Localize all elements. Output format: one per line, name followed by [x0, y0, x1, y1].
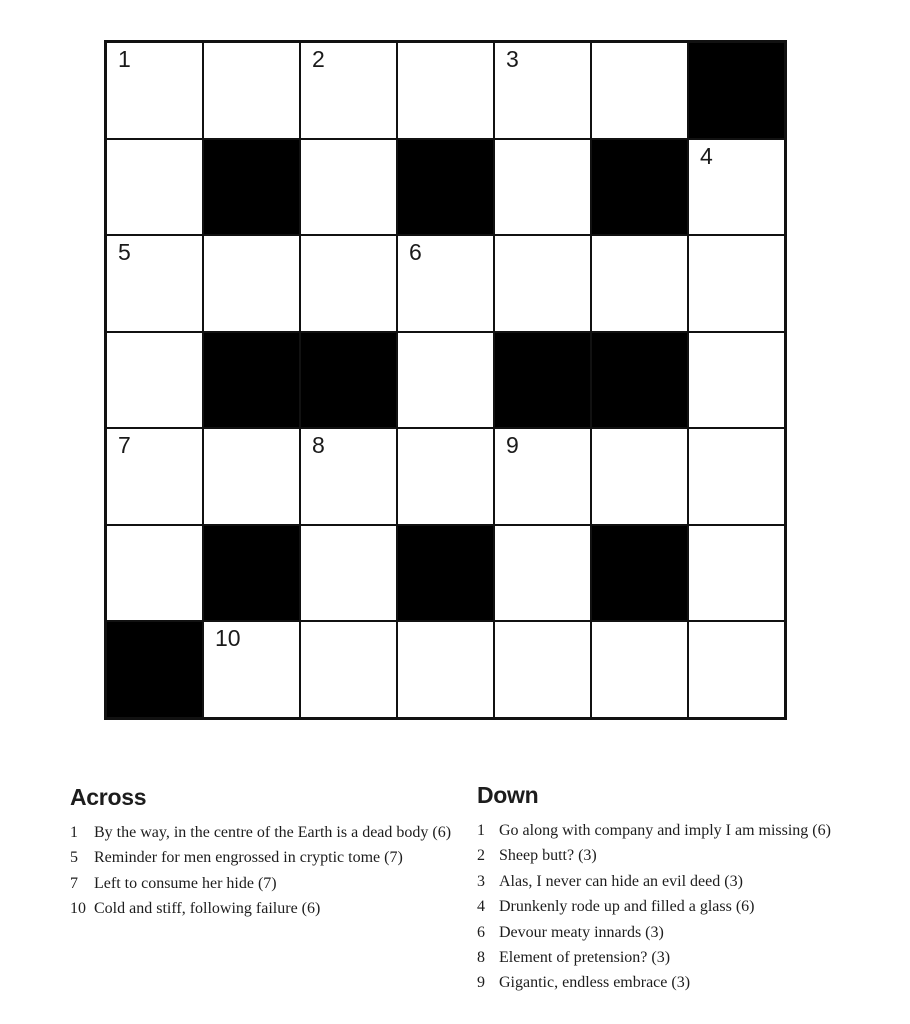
clue-text: Reminder for men engrossed in cryptic tome (7) [94, 849, 403, 867]
across-clue-item [70, 871, 451, 896]
white-cell[interactable] [494, 235, 591, 332]
clue-text: Alas, I never can hide an evil deed (3) [499, 872, 743, 890]
clue-text: Cold and stiff, following failure (6) [94, 900, 321, 918]
clue-number: 4 [477, 898, 485, 916]
white-cell[interactable] [203, 621, 300, 718]
white-cell[interactable] [494, 428, 591, 525]
clue-text: Element of pretension? (3) [499, 949, 671, 967]
across-clue-list [70, 820, 451, 922]
white-cell[interactable] [300, 621, 397, 718]
clue-number: 1 [70, 824, 78, 841]
white-cell[interactable] [300, 525, 397, 622]
clue-text: Go along with company and imply I am missing (6) [499, 822, 831, 839]
clue-text: Left to consume her hide (7) [94, 874, 277, 892]
black-cell [397, 525, 494, 622]
down-clue-item [477, 869, 831, 894]
white-cell[interactable] [591, 428, 688, 525]
cell-number: 3 [506, 46, 519, 72]
white-cell[interactable] [494, 525, 591, 622]
down-clue-item [477, 894, 831, 919]
cell-number: 8 [312, 432, 325, 458]
white-cell[interactable] [688, 139, 785, 236]
white-cell[interactable] [688, 332, 785, 429]
black-cell [300, 332, 397, 429]
black-cell [591, 332, 688, 429]
white-cell[interactable] [494, 139, 591, 236]
clue-number: 6 [477, 923, 485, 941]
across-clues-section [70, 784, 451, 922]
down-clues-section [477, 782, 831, 996]
cell-number: 2 [312, 46, 325, 72]
white-cell[interactable] [203, 42, 300, 139]
black-cell [203, 139, 300, 236]
white-cell[interactable] [591, 235, 688, 332]
white-cell[interactable] [300, 235, 397, 332]
clue-number: 3 [477, 872, 485, 890]
white-cell[interactable] [397, 621, 494, 718]
white-cell[interactable] [106, 42, 203, 139]
clue-number: 5 [70, 849, 78, 867]
down-clue-item [477, 843, 831, 868]
white-cell[interactable] [203, 428, 300, 525]
clue-text: Gigantic, endless embrace (3) [499, 974, 691, 992]
cell-number: 5 [118, 239, 131, 265]
down-clue-item [477, 920, 831, 945]
black-cell [591, 525, 688, 622]
white-cell[interactable] [591, 42, 688, 139]
cell-number: 9 [506, 432, 519, 458]
clue-text: Devour meaty innards (3) [499, 923, 664, 941]
clue-number: 8 [477, 949, 485, 967]
white-cell[interactable] [494, 621, 591, 718]
white-cell[interactable] [106, 139, 203, 236]
white-cell[interactable] [688, 235, 785, 332]
white-cell[interactable] [688, 621, 785, 718]
clue-number: 7 [70, 874, 78, 892]
white-cell[interactable] [591, 621, 688, 718]
cell-number: 6 [409, 239, 422, 265]
cell-number: 7 [118, 432, 131, 458]
black-cell [106, 621, 203, 718]
white-cell[interactable] [397, 332, 494, 429]
down-clue-item [477, 945, 831, 970]
across-clue-item [70, 820, 451, 845]
cell-number: 1 [118, 46, 131, 72]
clue-number: 10 [70, 900, 86, 918]
white-cell[interactable] [688, 428, 785, 525]
across-clue-item [70, 845, 451, 870]
black-cell [688, 42, 785, 139]
down-heading: Down [477, 782, 539, 808]
white-cell[interactable] [300, 139, 397, 236]
down-clue-item [477, 818, 831, 843]
cell-number: 4 [700, 142, 713, 169]
white-cell[interactable] [106, 525, 203, 622]
white-cell[interactable] [300, 428, 397, 525]
across-heading: Across [70, 784, 147, 810]
white-cell[interactable] [106, 428, 203, 525]
white-cell[interactable] [397, 428, 494, 525]
white-cell[interactable] [397, 42, 494, 139]
black-cell [203, 332, 300, 429]
black-cell [397, 139, 494, 236]
white-cell[interactable] [397, 235, 494, 332]
white-cell[interactable] [106, 235, 203, 332]
white-cell[interactable] [203, 235, 300, 332]
white-cell[interactable] [106, 332, 203, 429]
clue-number: 9 [477, 974, 485, 992]
down-clue-item [477, 970, 831, 995]
white-cell[interactable] [494, 42, 591, 139]
clue-text: By the way, in the centre of the Earth is a dead body (6) [94, 824, 452, 841]
white-cell[interactable] [300, 42, 397, 139]
across-clue-item [70, 896, 451, 921]
clue-number: 1 [477, 822, 485, 839]
black-cell [494, 332, 591, 429]
clue-text: Drunkenly rode up and filled a glass (6) [499, 898, 755, 916]
crossword-grid [104, 40, 787, 720]
cell-number: 10 [215, 625, 241, 651]
clue-text: Sheep butt? (3) [499, 847, 597, 865]
black-cell [203, 525, 300, 622]
black-cell [591, 139, 688, 236]
down-clue-list [477, 818, 831, 996]
white-cell[interactable] [688, 525, 785, 622]
clue-number: 2 [477, 847, 485, 865]
